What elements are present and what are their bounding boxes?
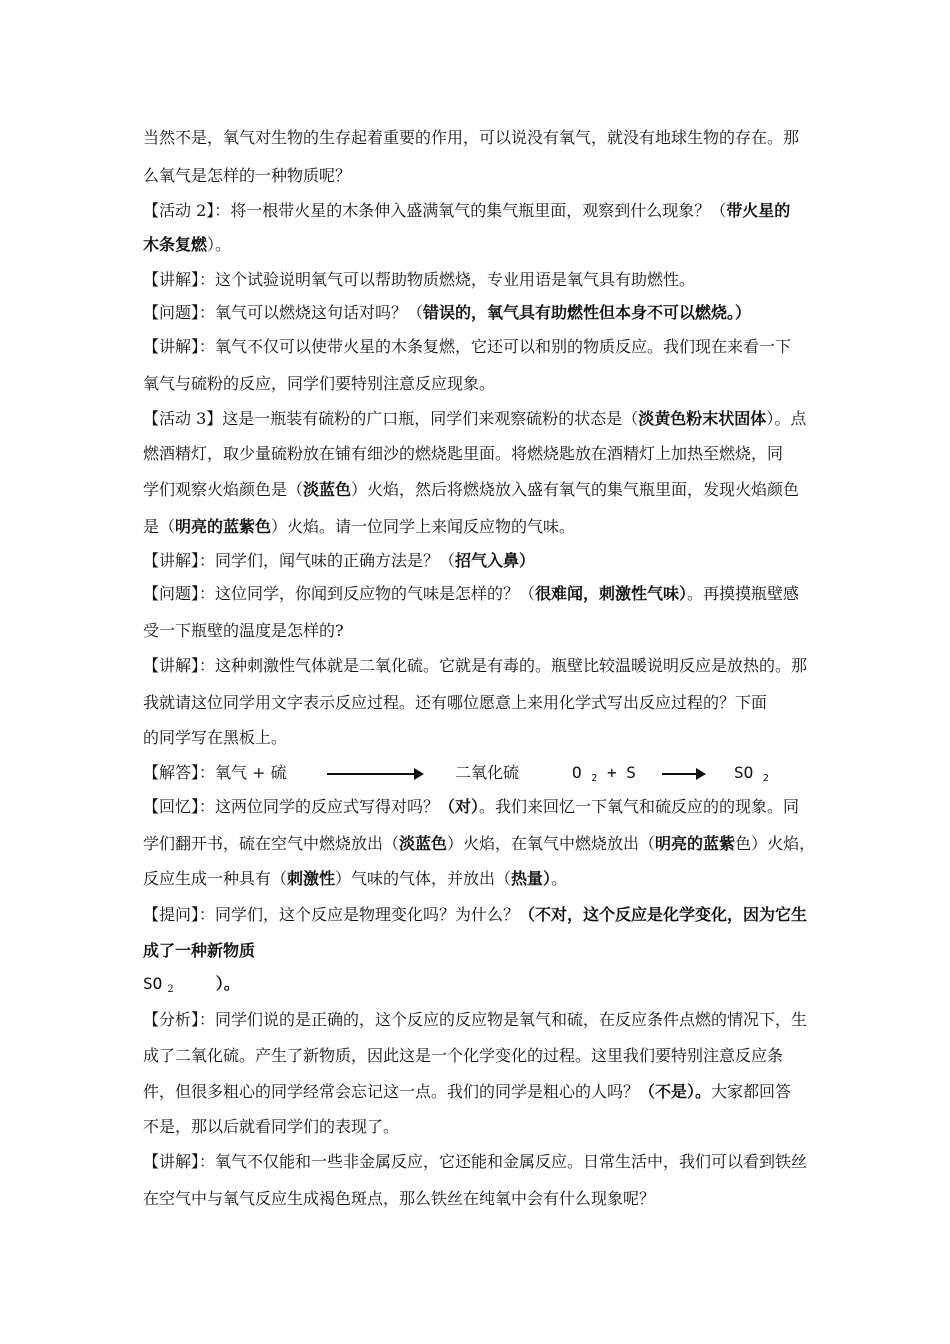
analysis-line: 不是，那以后就看同学们的表现了。 [143, 1117, 400, 1136]
word-equation-product: 二氧化硫 [455, 763, 520, 782]
reaction-arrow [327, 773, 422, 775]
activity-2-line: 木条复燃）。 [143, 235, 232, 254]
ask-line: 【提问】：同学们，这个反应是物理变化吗？为什么？（不对，这个反应是化学变化，因为它生 [143, 905, 808, 924]
analysis-line: 件，但很多粗心的同学经常会忘记这一点。我们的同学是粗心的人吗？（不是）。大家都回答 [143, 1082, 792, 1101]
activity-3-line: 【活动 3】这是一瓶装有硫粉的广口瓶，同学们来观察硫粉的状态是（淡黄色粉末状固体）。点 [143, 409, 807, 428]
explanation-line: 【讲解】：这个试验说明氧气可以帮助物质燃烧，专业用语是氧气具有助燃性。 [143, 270, 696, 289]
question-line: 【问题】：氧气可以燃烧这句话对吗？（错误的，氧气具有助燃性但本身不可以燃烧。） [143, 303, 752, 322]
formula-product: SO $_2$ [734, 763, 769, 784]
activity-3-line: 燃酒精灯，取少量硫粉放在铺有细沙的燃烧匙里面。将燃烧匙放在酒精灯上加热至燃烧，同 [143, 444, 784, 463]
question-line: 受一下瓶壁的温度是怎样的? [143, 621, 344, 640]
explanation-line: 我就请这位同学用文字表示反应过程。还有哪位愿意上来用化学式写出反应过程的？下面 [143, 693, 768, 712]
analysis-line: 成了二氧化硫。产生了新物质，因此这是一个化学变化的过程。这里我们要特别注意反应条 [143, 1046, 784, 1065]
explanation-line: 【讲解】：氧气不仅能和一些非金属反应，它还能和金属反应。日常生活中，我们可以看到铁丝 [143, 1152, 808, 1171]
explanation-line: 在空气中与氧气反应生成褐色斑点，那么铁丝在纯氧中会有什么现象呢？ [143, 1189, 656, 1208]
recall-line: 【回忆】：这两位同学的反应式写得对吗？（对）。我们来回忆一下氧气和硫反应的的现象。同 [143, 797, 800, 816]
analysis-line: 【分析】：同学们说的是正确的，这个反应的反应物是氧气和硫，在反应条件点燃的情况下，生 [143, 1010, 808, 1029]
paragraph-line: 么氧气是怎样的一种物质呢？ [143, 166, 352, 185]
paragraph-line: 当然不是，氧气对生物的生存起着重要的作用，可以说没有氧气，就没有地球生物的存在。那 [143, 128, 800, 147]
activity-2-line: 【活动 2】：将一根带火星的木条伸入盛满氧气的集气瓶里面，观察到什么现象？（带火星的 [143, 201, 791, 220]
explanation-line: 【讲解】：氧气不仅可以使带火星的木条复燃，它还可以和别的物质反应。我们现在来看一下 [143, 337, 792, 356]
explanation-line: 氧气与硫粉的反应，同学们要特别注意反应现象。 [143, 374, 496, 393]
question-line: 【问题】：这位同学，你闻到反应物的气味是怎样的？（很难闻，刺激性气味）。再摸摸瓶壁感 [143, 584, 800, 603]
recall-line: 学们翻开书，硫在空气中燃烧放出（淡蓝色）火焰，在氧气中燃烧放出（明亮的蓝紫色）火焰， [143, 834, 816, 853]
explanation-line: 【讲解】：同学们，闻气味的正确方法是？（招气入鼻） [143, 551, 536, 570]
recall-line: 反应生成一种具有（刺激性）气味的气体，并放出（热量）。 [143, 869, 568, 888]
formula-reactants: O $_2$ + S [572, 763, 636, 784]
answer-line: 【解答】：氧气 + 硫 [143, 763, 287, 782]
activity-3-line: 学们观察火焰颜色是（淡蓝色）火焰，然后将燃烧放入盛有氧气的集气瓶里面，发现火焰颜色 [143, 480, 800, 499]
ask-line: 成了一种新物质 [143, 941, 256, 960]
explanation-line: 【讲解】：这种刺激性气体就是二氧化硫。它就是有毒的。瓶壁比较温暖说明反应是放热的。那 [143, 656, 808, 675]
formula-arrow [662, 773, 704, 775]
activity-3-line: 是（明亮的蓝紫色）火焰。请一位同学上来闻反应物的气味。 [143, 517, 576, 536]
ask-line: SO $_2$ ）。 [143, 974, 240, 995]
explanation-line: 的同学写在黑板上。 [143, 728, 288, 747]
